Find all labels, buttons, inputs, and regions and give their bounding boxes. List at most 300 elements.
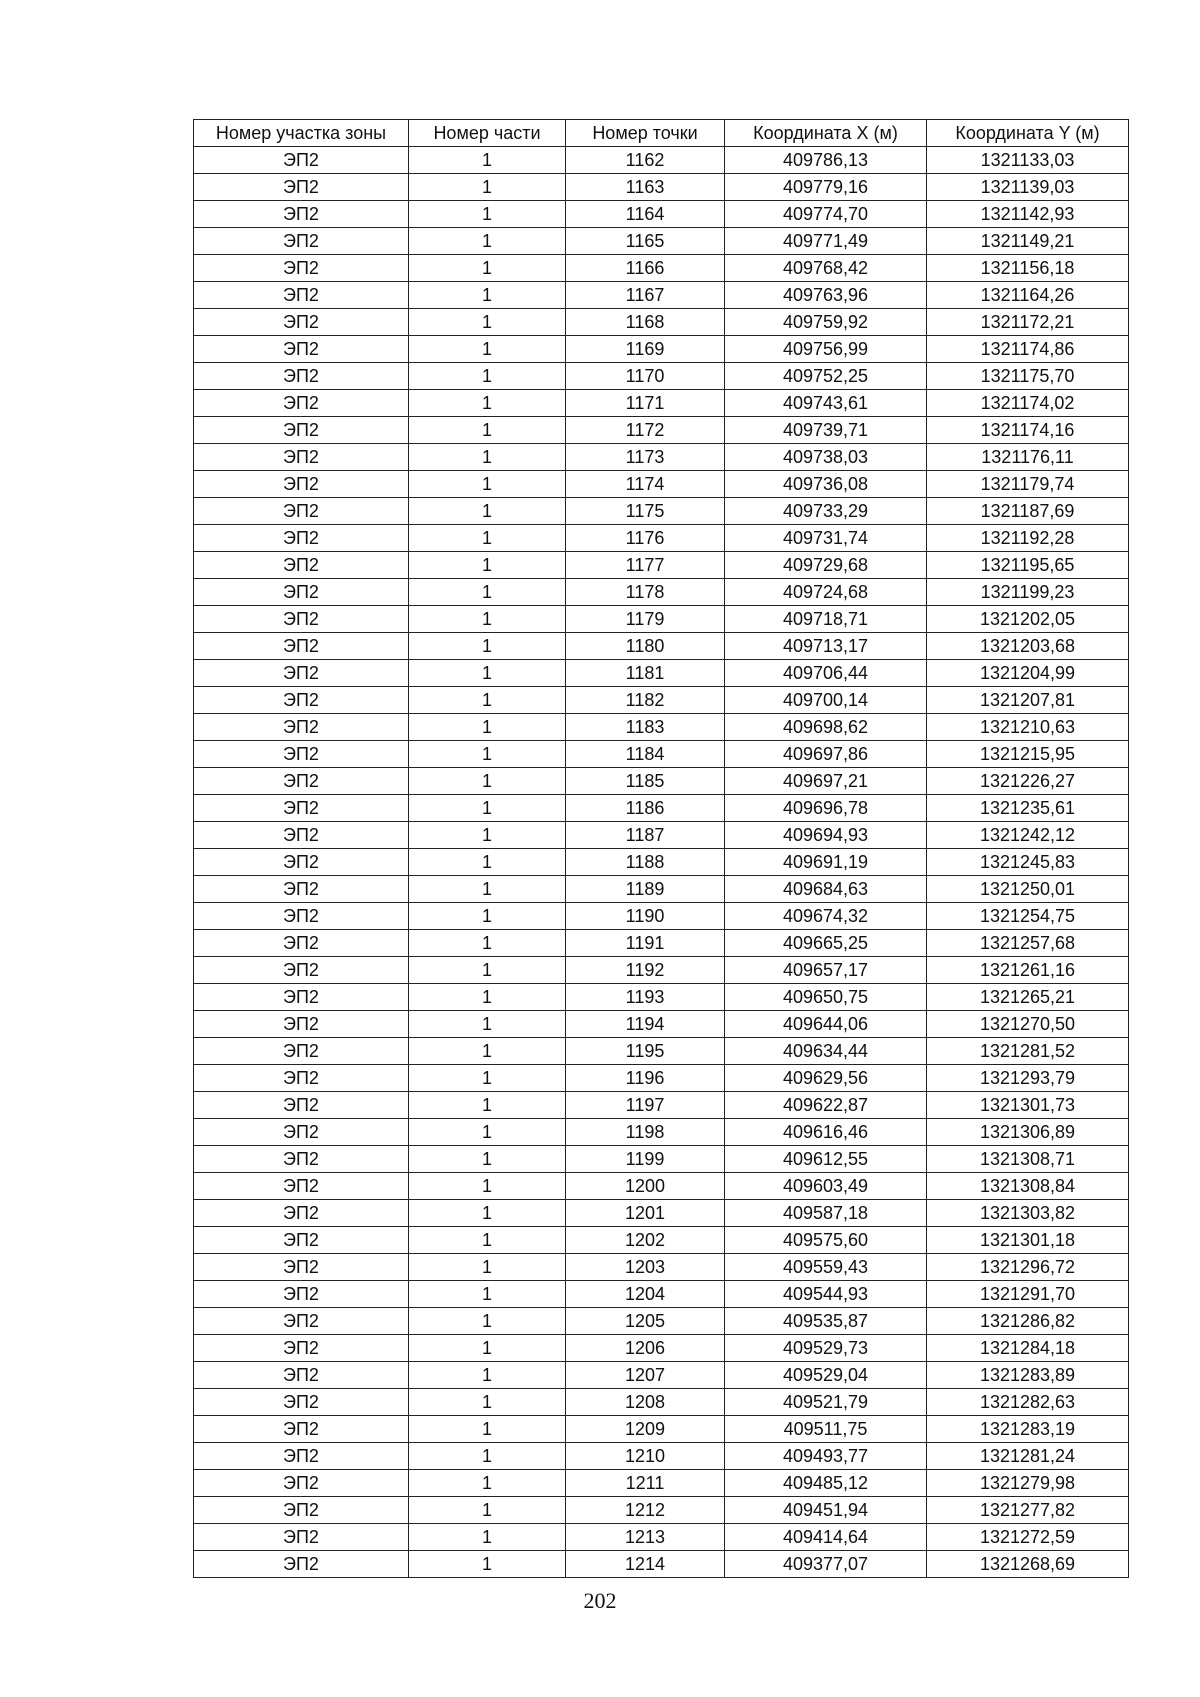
cell-point-number: 1195 — [566, 1038, 725, 1065]
cell-point-number: 1180 — [566, 633, 725, 660]
cell-coordinate-x: 409587,18 — [725, 1200, 927, 1227]
cell-zone-section: ЭП2 — [194, 309, 409, 336]
cell-point-number: 1205 — [566, 1308, 725, 1335]
cell-part-number: 1 — [409, 1038, 566, 1065]
cell-coordinate-x: 409698,62 — [725, 714, 927, 741]
cell-zone-section: ЭП2 — [194, 903, 409, 930]
cell-point-number: 1176 — [566, 525, 725, 552]
cell-coordinate-y: 1321210,63 — [927, 714, 1129, 741]
cell-coordinate-x: 409575,60 — [725, 1227, 927, 1254]
cell-coordinate-x: 409697,21 — [725, 768, 927, 795]
table-row — [194, 1200, 1129, 1227]
cell-coordinate-y: 1321296,72 — [927, 1254, 1129, 1281]
cell-coordinate-y: 1321301,18 — [927, 1227, 1129, 1254]
cell-zone-section: ЭП2 — [194, 1254, 409, 1281]
table-row — [194, 1362, 1129, 1389]
cell-coordinate-x: 409713,17 — [725, 633, 927, 660]
cell-point-number: 1186 — [566, 795, 725, 822]
table-row — [194, 1443, 1129, 1470]
cell-zone-section: ЭП2 — [194, 417, 409, 444]
table-row — [194, 876, 1129, 903]
cell-zone-section: ЭП2 — [194, 930, 409, 957]
cell-part-number: 1 — [409, 606, 566, 633]
header-point-number: Номер точки — [566, 120, 725, 147]
cell-point-number: 1196 — [566, 1065, 725, 1092]
cell-coordinate-x: 409779,16 — [725, 174, 927, 201]
cell-coordinate-x: 409756,99 — [725, 336, 927, 363]
cell-coordinate-x: 409511,75 — [725, 1416, 927, 1443]
cell-zone-section: ЭП2 — [194, 1551, 409, 1578]
cell-zone-section: ЭП2 — [194, 741, 409, 768]
table-row — [194, 660, 1129, 687]
cell-zone-section: ЭП2 — [194, 1173, 409, 1200]
table-row — [194, 1173, 1129, 1200]
cell-part-number: 1 — [409, 768, 566, 795]
table-row — [194, 444, 1129, 471]
table-row — [194, 1011, 1129, 1038]
table-row — [194, 687, 1129, 714]
cell-coordinate-y: 1321179,74 — [927, 471, 1129, 498]
header-part-number: Номер части — [409, 120, 566, 147]
cell-coordinate-x: 409535,87 — [725, 1308, 927, 1335]
cell-point-number: 1174 — [566, 471, 725, 498]
cell-coordinate-y: 1321277,82 — [927, 1497, 1129, 1524]
cell-zone-section: ЭП2 — [194, 147, 409, 174]
cell-zone-section: ЭП2 — [194, 201, 409, 228]
cell-coordinate-x: 409657,17 — [725, 957, 927, 984]
cell-coordinate-x: 409763,96 — [725, 282, 927, 309]
cell-coordinate-x: 409786,13 — [725, 147, 927, 174]
cell-coordinate-y: 1321282,63 — [927, 1389, 1129, 1416]
cell-zone-section: ЭП2 — [194, 174, 409, 201]
cell-point-number: 1168 — [566, 309, 725, 336]
cell-part-number: 1 — [409, 1389, 566, 1416]
cell-coordinate-y: 1321284,18 — [927, 1335, 1129, 1362]
cell-coordinate-y: 1321268,69 — [927, 1551, 1129, 1578]
cell-coordinate-x: 409696,78 — [725, 795, 927, 822]
cell-point-number: 1210 — [566, 1443, 725, 1470]
cell-part-number: 1 — [409, 1551, 566, 1578]
cell-coordinate-x: 409774,70 — [725, 201, 927, 228]
cell-point-number: 1212 — [566, 1497, 725, 1524]
cell-coordinate-y: 1321286,82 — [927, 1308, 1129, 1335]
cell-point-number: 1201 — [566, 1200, 725, 1227]
cell-coordinate-y: 1321250,01 — [927, 876, 1129, 903]
cell-coordinate-x: 409622,87 — [725, 1092, 927, 1119]
cell-zone-section: ЭП2 — [194, 1524, 409, 1551]
cell-coordinate-x: 409559,43 — [725, 1254, 927, 1281]
cell-part-number: 1 — [409, 957, 566, 984]
table-row — [194, 201, 1129, 228]
cell-point-number: 1204 — [566, 1281, 725, 1308]
cell-part-number: 1 — [409, 1146, 566, 1173]
cell-zone-section: ЭП2 — [194, 471, 409, 498]
cell-zone-section: ЭП2 — [194, 1146, 409, 1173]
table-row — [194, 1389, 1129, 1416]
cell-coordinate-y: 1321175,70 — [927, 363, 1129, 390]
cell-coordinate-x: 409377,07 — [725, 1551, 927, 1578]
cell-zone-section: ЭП2 — [194, 1092, 409, 1119]
cell-part-number: 1 — [409, 1362, 566, 1389]
cell-zone-section: ЭП2 — [194, 876, 409, 903]
cell-point-number: 1206 — [566, 1335, 725, 1362]
table-row — [194, 1308, 1129, 1335]
cell-coordinate-x: 409414,64 — [725, 1524, 927, 1551]
cell-point-number: 1200 — [566, 1173, 725, 1200]
cell-part-number: 1 — [409, 255, 566, 282]
table-row — [194, 336, 1129, 363]
table-row — [194, 1551, 1129, 1578]
cell-point-number: 1172 — [566, 417, 725, 444]
cell-point-number: 1184 — [566, 741, 725, 768]
cell-part-number: 1 — [409, 1200, 566, 1227]
cell-coordinate-y: 1321283,89 — [927, 1362, 1129, 1389]
cell-zone-section: ЭП2 — [194, 1389, 409, 1416]
cell-coordinate-y: 1321308,71 — [927, 1146, 1129, 1173]
cell-point-number: 1199 — [566, 1146, 725, 1173]
cell-part-number: 1 — [409, 147, 566, 174]
table-row — [194, 147, 1129, 174]
cell-coordinate-x: 409697,86 — [725, 741, 927, 768]
cell-part-number: 1 — [409, 876, 566, 903]
cell-part-number: 1 — [409, 849, 566, 876]
cell-point-number: 1177 — [566, 552, 725, 579]
cell-zone-section: ЭП2 — [194, 552, 409, 579]
cell-zone-section: ЭП2 — [194, 1443, 409, 1470]
table-row — [194, 1335, 1129, 1362]
cell-part-number: 1 — [409, 1497, 566, 1524]
cell-point-number: 1164 — [566, 201, 725, 228]
cell-point-number: 1163 — [566, 174, 725, 201]
cell-zone-section: ЭП2 — [194, 714, 409, 741]
cell-zone-section: ЭП2 — [194, 525, 409, 552]
cell-zone-section: ЭП2 — [194, 228, 409, 255]
cell-coordinate-y: 1321215,95 — [927, 741, 1129, 768]
table-row — [194, 255, 1129, 282]
cell-zone-section: ЭП2 — [194, 255, 409, 282]
cell-part-number: 1 — [409, 795, 566, 822]
cell-part-number: 1 — [409, 579, 566, 606]
cell-coordinate-x: 409736,08 — [725, 471, 927, 498]
cell-zone-section: ЭП2 — [194, 1308, 409, 1335]
cell-zone-section: ЭП2 — [194, 633, 409, 660]
cell-coordinate-y: 1321270,50 — [927, 1011, 1129, 1038]
cell-coordinate-x: 409752,25 — [725, 363, 927, 390]
cell-zone-section: ЭП2 — [194, 984, 409, 1011]
cell-coordinate-y: 1321172,21 — [927, 309, 1129, 336]
cell-coordinate-y: 1321301,73 — [927, 1092, 1129, 1119]
cell-coordinate-y: 1321174,16 — [927, 417, 1129, 444]
cell-coordinate-y: 1321254,75 — [927, 903, 1129, 930]
table-row — [194, 498, 1129, 525]
cell-point-number: 1182 — [566, 687, 725, 714]
cell-part-number: 1 — [409, 687, 566, 714]
cell-part-number: 1 — [409, 201, 566, 228]
table-row — [194, 1416, 1129, 1443]
coordinates-table — [193, 119, 1129, 1578]
table-row — [194, 1065, 1129, 1092]
cell-point-number: 1187 — [566, 822, 725, 849]
cell-coordinate-y: 1321279,98 — [927, 1470, 1129, 1497]
cell-part-number: 1 — [409, 930, 566, 957]
table-row — [194, 309, 1129, 336]
table-row — [194, 741, 1129, 768]
cell-coordinate-x: 409485,12 — [725, 1470, 927, 1497]
cell-part-number: 1 — [409, 1470, 566, 1497]
cell-coordinate-x: 409616,46 — [725, 1119, 927, 1146]
cell-coordinate-y: 1321281,52 — [927, 1038, 1129, 1065]
cell-zone-section: ЭП2 — [194, 1011, 409, 1038]
cell-point-number: 1213 — [566, 1524, 725, 1551]
table-row — [194, 1281, 1129, 1308]
cell-part-number: 1 — [409, 1524, 566, 1551]
header-zone-section: Номер участка зоны — [194, 120, 409, 147]
cell-coordinate-x: 409544,93 — [725, 1281, 927, 1308]
cell-part-number: 1 — [409, 660, 566, 687]
cell-zone-section: ЭП2 — [194, 1227, 409, 1254]
cell-coordinate-y: 1321257,68 — [927, 930, 1129, 957]
table-row — [194, 849, 1129, 876]
cell-coordinate-x: 409529,04 — [725, 1362, 927, 1389]
cell-zone-section: ЭП2 — [194, 1335, 409, 1362]
cell-part-number: 1 — [409, 1308, 566, 1335]
cell-coordinate-x: 409629,56 — [725, 1065, 927, 1092]
cell-point-number: 1166 — [566, 255, 725, 282]
cell-zone-section: ЭП2 — [194, 282, 409, 309]
cell-point-number: 1178 — [566, 579, 725, 606]
cell-part-number: 1 — [409, 1092, 566, 1119]
cell-coordinate-y: 1321281,24 — [927, 1443, 1129, 1470]
cell-coordinate-x: 409694,93 — [725, 822, 927, 849]
table-row — [194, 822, 1129, 849]
table-row — [194, 1470, 1129, 1497]
table-row — [194, 417, 1129, 444]
table-row — [194, 795, 1129, 822]
cell-coordinate-y: 1321226,27 — [927, 768, 1129, 795]
cell-point-number: 1207 — [566, 1362, 725, 1389]
table-row — [194, 606, 1129, 633]
cell-coordinate-x: 409739,71 — [725, 417, 927, 444]
cell-part-number: 1 — [409, 903, 566, 930]
table-row — [194, 228, 1129, 255]
cell-point-number: 1171 — [566, 390, 725, 417]
cell-zone-section: ЭП2 — [194, 957, 409, 984]
cell-point-number: 1194 — [566, 1011, 725, 1038]
cell-coordinate-y: 1321139,03 — [927, 174, 1129, 201]
cell-part-number: 1 — [409, 741, 566, 768]
table-row — [194, 768, 1129, 795]
cell-coordinate-x: 409493,77 — [725, 1443, 927, 1470]
cell-coordinate-y: 1321195,65 — [927, 552, 1129, 579]
table-row — [194, 1146, 1129, 1173]
cell-point-number: 1191 — [566, 930, 725, 957]
cell-coordinate-y: 1321283,19 — [927, 1416, 1129, 1443]
table-row — [194, 1227, 1129, 1254]
cell-part-number: 1 — [409, 1335, 566, 1362]
cell-coordinate-y: 1321291,70 — [927, 1281, 1129, 1308]
cell-zone-section: ЭП2 — [194, 1497, 409, 1524]
cell-coordinate-x: 409684,63 — [725, 876, 927, 903]
cell-part-number: 1 — [409, 633, 566, 660]
table-row — [194, 579, 1129, 606]
cell-coordinate-x: 409650,75 — [725, 984, 927, 1011]
cell-coordinate-y: 1321272,59 — [927, 1524, 1129, 1551]
table-row — [194, 1119, 1129, 1146]
cell-zone-section: ЭП2 — [194, 1362, 409, 1389]
cell-coordinate-x: 409771,49 — [725, 228, 927, 255]
cell-coordinate-y: 1321156,18 — [927, 255, 1129, 282]
table-row — [194, 174, 1129, 201]
table-row — [194, 552, 1129, 579]
table-row — [194, 633, 1129, 660]
cell-coordinate-y: 1321192,28 — [927, 525, 1129, 552]
cell-coordinate-x: 409733,29 — [725, 498, 927, 525]
cell-coordinate-y: 1321149,21 — [927, 228, 1129, 255]
table-row — [194, 282, 1129, 309]
cell-coordinate-x: 409731,74 — [725, 525, 927, 552]
cell-coordinate-y: 1321202,05 — [927, 606, 1129, 633]
cell-point-number: 1214 — [566, 1551, 725, 1578]
cell-coordinate-y: 1321242,12 — [927, 822, 1129, 849]
page-number: 202 — [583, 1588, 617, 1613]
cell-point-number: 1179 — [566, 606, 725, 633]
table-row — [194, 714, 1129, 741]
cell-point-number: 1192 — [566, 957, 725, 984]
cell-coordinate-y: 1321142,93 — [927, 201, 1129, 228]
cell-coordinate-x: 409700,14 — [725, 687, 927, 714]
cell-point-number: 1181 — [566, 660, 725, 687]
cell-zone-section: ЭП2 — [194, 336, 409, 363]
cell-coordinate-x: 409521,79 — [725, 1389, 927, 1416]
cell-point-number: 1162 — [566, 147, 725, 174]
cell-part-number: 1 — [409, 984, 566, 1011]
cell-point-number: 1167 — [566, 282, 725, 309]
cell-part-number: 1 — [409, 498, 566, 525]
cell-zone-section: ЭП2 — [194, 660, 409, 687]
cell-part-number: 1 — [409, 525, 566, 552]
cell-coordinate-y: 1321187,69 — [927, 498, 1129, 525]
cell-part-number: 1 — [409, 282, 566, 309]
cell-coordinate-x: 409759,92 — [725, 309, 927, 336]
cell-zone-section: ЭП2 — [194, 1038, 409, 1065]
cell-point-number: 1175 — [566, 498, 725, 525]
cell-coordinate-y: 1321174,86 — [927, 336, 1129, 363]
cell-coordinate-x: 409724,68 — [725, 579, 927, 606]
cell-part-number: 1 — [409, 1011, 566, 1038]
cell-coordinate-y: 1321174,02 — [927, 390, 1129, 417]
cell-coordinate-x: 409644,06 — [725, 1011, 927, 1038]
cell-zone-section: ЭП2 — [194, 498, 409, 525]
table-row — [194, 363, 1129, 390]
cell-part-number: 1 — [409, 444, 566, 471]
cell-part-number: 1 — [409, 417, 566, 444]
cell-point-number: 1203 — [566, 1254, 725, 1281]
cell-zone-section: ЭП2 — [194, 849, 409, 876]
cell-part-number: 1 — [409, 174, 566, 201]
cell-part-number: 1 — [409, 309, 566, 336]
cell-part-number: 1 — [409, 1416, 566, 1443]
table-row — [194, 957, 1129, 984]
cell-zone-section: ЭП2 — [194, 1281, 409, 1308]
cell-zone-section: ЭП2 — [194, 579, 409, 606]
cell-part-number: 1 — [409, 822, 566, 849]
table-row — [194, 1524, 1129, 1551]
table-row — [194, 525, 1129, 552]
cell-part-number: 1 — [409, 336, 566, 363]
cell-zone-section: ЭП2 — [194, 1200, 409, 1227]
cell-zone-section: ЭП2 — [194, 1065, 409, 1092]
cell-coordinate-x: 409634,44 — [725, 1038, 927, 1065]
cell-part-number: 1 — [409, 552, 566, 579]
cell-coordinate-y: 1321303,82 — [927, 1200, 1129, 1227]
cell-point-number: 1173 — [566, 444, 725, 471]
table-row — [194, 1497, 1129, 1524]
cell-point-number: 1189 — [566, 876, 725, 903]
cell-point-number: 1198 — [566, 1119, 725, 1146]
cell-part-number: 1 — [409, 471, 566, 498]
cell-coordinate-y: 1321265,21 — [927, 984, 1129, 1011]
cell-point-number: 1165 — [566, 228, 725, 255]
table-row — [194, 1092, 1129, 1119]
cell-point-number: 1208 — [566, 1389, 725, 1416]
table-row — [194, 903, 1129, 930]
cell-coordinate-x: 409451,94 — [725, 1497, 927, 1524]
cell-zone-section: ЭП2 — [194, 1119, 409, 1146]
cell-coordinate-y: 1321308,84 — [927, 1173, 1129, 1200]
cell-point-number: 1185 — [566, 768, 725, 795]
cell-coordinate-y: 1321204,99 — [927, 660, 1129, 687]
cell-zone-section: ЭП2 — [194, 1470, 409, 1497]
cell-point-number: 1197 — [566, 1092, 725, 1119]
cell-part-number: 1 — [409, 714, 566, 741]
cell-zone-section: ЭП2 — [194, 390, 409, 417]
table-row — [194, 390, 1129, 417]
cell-part-number: 1 — [409, 1065, 566, 1092]
cell-coordinate-x: 409603,49 — [725, 1173, 927, 1200]
cell-coordinate-y: 1321133,03 — [927, 147, 1129, 174]
table-header — [194, 120, 1129, 147]
cell-zone-section: ЭП2 — [194, 822, 409, 849]
cell-point-number: 1202 — [566, 1227, 725, 1254]
cell-coordinate-x: 409529,73 — [725, 1335, 927, 1362]
header-row — [194, 120, 1129, 147]
cell-coordinate-x: 409706,44 — [725, 660, 927, 687]
cell-coordinate-y: 1321164,26 — [927, 282, 1129, 309]
cell-part-number: 1 — [409, 390, 566, 417]
table-row — [194, 1038, 1129, 1065]
cell-zone-section: ЭП2 — [194, 795, 409, 822]
header-coordinate-y: Координата Y (м) — [927, 120, 1129, 147]
cell-point-number: 1188 — [566, 849, 725, 876]
cell-coordinate-x: 409768,42 — [725, 255, 927, 282]
cell-part-number: 1 — [409, 1254, 566, 1281]
cell-coordinate-y: 1321235,61 — [927, 795, 1129, 822]
cell-zone-section: ЭП2 — [194, 687, 409, 714]
cell-part-number: 1 — [409, 1281, 566, 1308]
cell-part-number: 1 — [409, 1227, 566, 1254]
cell-zone-section: ЭП2 — [194, 768, 409, 795]
cell-coordinate-y: 1321199,23 — [927, 579, 1129, 606]
cell-part-number: 1 — [409, 1173, 566, 1200]
cell-part-number: 1 — [409, 1119, 566, 1146]
cell-part-number: 1 — [409, 228, 566, 255]
cell-coordinate-x: 409665,25 — [725, 930, 927, 957]
cell-coordinate-x: 409729,68 — [725, 552, 927, 579]
cell-zone-section: ЭП2 — [194, 1416, 409, 1443]
cell-coordinate-y: 1321176,11 — [927, 444, 1129, 471]
cell-coordinate-y: 1321293,79 — [927, 1065, 1129, 1092]
cell-coordinate-y: 1321245,83 — [927, 849, 1129, 876]
